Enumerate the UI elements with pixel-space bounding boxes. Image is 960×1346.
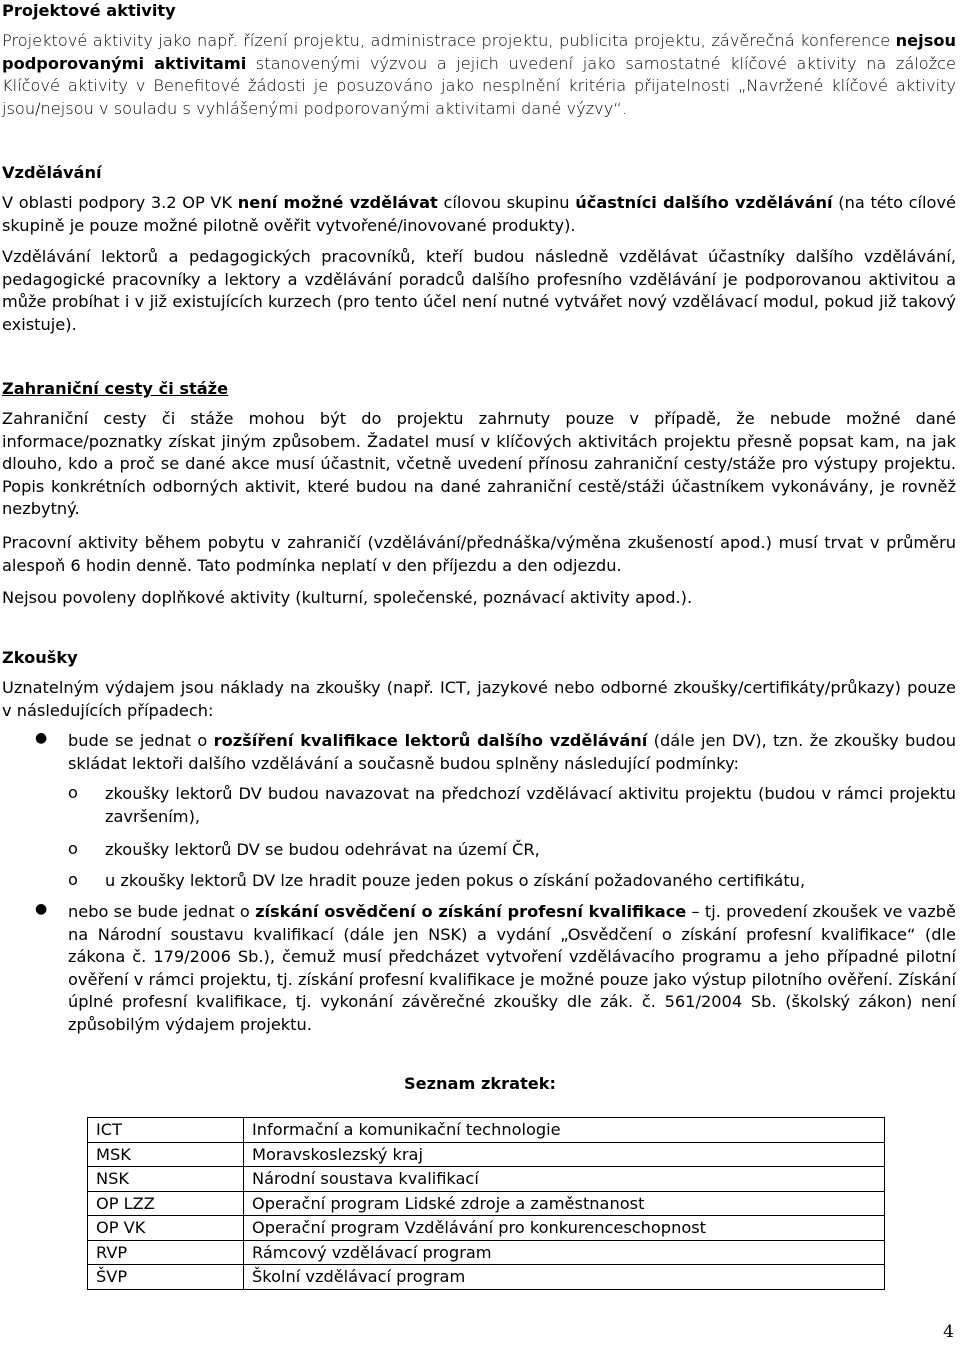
paragraph-education-2: Vzdělávání lektorů a pedagogických pracovníků, kteří budou následně vzdělávat účastníky dalšího vzdělávání, pedagogické pracovníky a lektory a vzdělávání poradců dalšího profesního vzdělávání je podporovanou aktivitou a může probíhat i v již existujících kurzech (pro tento účel není nutné vytvářet nový vzdělávací modul, pokud již takový existuje).: [2, 247, 956, 334]
heading-exams: Zkoušky: [2, 648, 78, 667]
table-row: [88, 1167, 885, 1192]
paragraph-education-1: [2, 192, 956, 237]
sub-item-text: zkoušky lektorů DV budou navazovat na předchozí vzdělávací aktivitu projektu (budou v rámci projektu završením),: [105, 784, 956, 826]
table-row: [88, 1142, 885, 1167]
text-segment: cílovou skupinu: [437, 193, 576, 212]
meaning-cell: Informační a komunikační technologie: [244, 1118, 885, 1143]
paragraph-trips-3: Nejsou povoleny doplňkové aktivity (kulturní, společenské, poznávací aktivity apod.).: [2, 588, 693, 607]
text-segment: V oblasti podpory 3.2 OP VK: [2, 193, 238, 212]
table-row: [88, 1191, 885, 1216]
abbreviation-cell: OP VK: [88, 1216, 244, 1241]
text-segment: stanovenými výzvou a jejich uvedení jako samostatné klíčové aktivity na záložce Klíčové aktivity v Benefitové žádosti je posuzováno jako nesplnění kritéria přijatelnosti „Navržené klíčové aktivity jsou/nejsou v souladu s vyhlášenými podporovanými aktivitami dané výzvy“.: [2, 53, 956, 118]
abbreviation-cell: OP LZZ: [88, 1191, 244, 1216]
abbreviation-cell: MSK: [88, 1142, 244, 1167]
text-segment: (na této cílové skupině je pouze možné pilotně ověřit vytvořené/inovované produkty).: [2, 193, 956, 235]
table-row: [88, 1118, 885, 1143]
abbreviation-cell: ŠVP: [88, 1265, 244, 1290]
text-bold: není možné vzdělávat: [237, 193, 438, 212]
meaning-cell: Operační program Vzdělávání pro konkurenceschopnost: [244, 1216, 885, 1241]
sub-bullet-icon: o: [68, 783, 78, 802]
sub-item-exam-condition-2: [68, 839, 956, 863]
heading-project-activities: Projektové aktivity: [2, 1, 176, 20]
paragraph-project-activities: [2, 30, 956, 120]
text-segment: Projektové aktivity jako např. řízení projektu, administrace projektu, publicita projektu, závěrečná konference: [2, 31, 891, 50]
table-row: [88, 1240, 885, 1265]
sub-item-exam-condition-1: [68, 783, 956, 829]
abbreviation-cell: ICT: [88, 1118, 244, 1143]
bullet-item-professional-qualification: [22, 901, 956, 1041]
meaning-cell: Rámcový vzdělávací program: [244, 1240, 885, 1265]
bullet-text: [68, 901, 956, 1037]
abbreviations-table: [87, 1117, 885, 1290]
paragraph-trips-1: Zahraniční cesty či stáže mohou být do projektu zahrnuty pouze v případě, že nebude možné dané informace/poznatky získat jiným způsobem. Žadatel musí v klíčových aktivitách projektu přesně popsat kam, na jak dlouho, kdo a proč se dané akce musí účastnit, včetně uvedení přínosu zahraniční cesty/stáže pro výstupy projektu. Popis konkrétních odborných aktivit, které budou na dané zahraniční cestě/stáži účastníkem vykonávány, je rovněž nezbytný.: [2, 409, 956, 519]
table-row: [88, 1216, 885, 1241]
bullet-text: [68, 730, 956, 775]
heading-foreign-trips: Zahraniční cesty či stáže: [2, 379, 229, 398]
text-bold: rozšíření kvalifikace lektorů dalšího vzdělávání: [213, 731, 648, 750]
meaning-cell: Národní soustava kvalifikací: [244, 1167, 885, 1192]
text-segment: (dále jen DV), tzn. že zkoušky budou skládat lektoři dalšího vzdělávání a současně budou splněny následující podmínky:: [68, 731, 956, 773]
paragraph-exams-intro: Uznatelným výdajem jsou náklady na zkoušky (např. ICT, jazykové nebo odborné zkoušky/certifikáty/průkazy) pouze v následujících případech:: [2, 678, 956, 720]
heading-education: Vzdělávání: [2, 163, 102, 182]
meaning-cell: Školní vzdělávací program: [244, 1265, 885, 1290]
meaning-cell: Moravskoslezský kraj: [244, 1142, 885, 1167]
text-bold: získání osvědčení o získání profesní kvalifikace: [255, 902, 687, 921]
text-segment: bude se jednat o: [68, 731, 214, 750]
sub-bullet-icon: o: [68, 870, 78, 889]
bullet-icon: ●: [35, 901, 48, 917]
text-segment: – tj. provedení zkoušek ve vazbě na Národní soustavu kvalifikací (dále jen NSK) a vydání „Osvědčení o získání profesní kvalifikace“ (dle zákona č. 179/2006 Sb.), čemuž musí předcházet vytvoření vzdělávacího programu a jeho případné pilotní ověření v rámci projektu, tj. získání profesní kvalifikace je možné pouze jako výstup pilotního ověření. Získání úplné profesní kvalifikace, tj. vykonání závěrečné zkoušky dle zák. č. 561/2004 Sb. (školský zákon) není způsobilým výdajem projektu.: [68, 902, 956, 1034]
sub-bullet-icon: o: [68, 839, 78, 858]
meaning-cell: Operační program Lidské zdroje a zaměstnanost: [244, 1191, 885, 1216]
abbreviation-cell: NSK: [88, 1167, 244, 1192]
bullet-icon: ●: [35, 730, 48, 746]
heading-abbreviations: Seznam zkratek:: [403, 1074, 557, 1093]
bullet-item-lecturer-qualification: [22, 730, 956, 776]
sub-item-text: zkoušky lektorů DV se budou odehrávat na území ČR,: [105, 840, 540, 859]
text-bold: účastníci dalšího vzdělávání: [575, 193, 833, 212]
page-number: 4: [943, 1322, 954, 1342]
abbreviation-cell: RVP: [88, 1240, 244, 1265]
table-row: [88, 1265, 885, 1290]
paragraph-trips-2: Pracovní aktivity během pobytu v zahraničí (vzdělávání/přednáška/výměna zkušeností apod.) musí trvat v průměru alespoň 6 hodin denně. Tato podmínka neplatí v den příjezdu a den odjezdu.: [2, 533, 956, 575]
sub-item-text: u zkoušky lektorů DV lze hradit pouze jeden pokus o získání požadovaného certifikátu,: [105, 871, 806, 890]
text-segment: nebo se bude jednat o: [68, 902, 256, 921]
sub-item-exam-condition-3: [68, 870, 956, 894]
text-bold: nejsou podporovanými aktivitami: [2, 31, 956, 73]
